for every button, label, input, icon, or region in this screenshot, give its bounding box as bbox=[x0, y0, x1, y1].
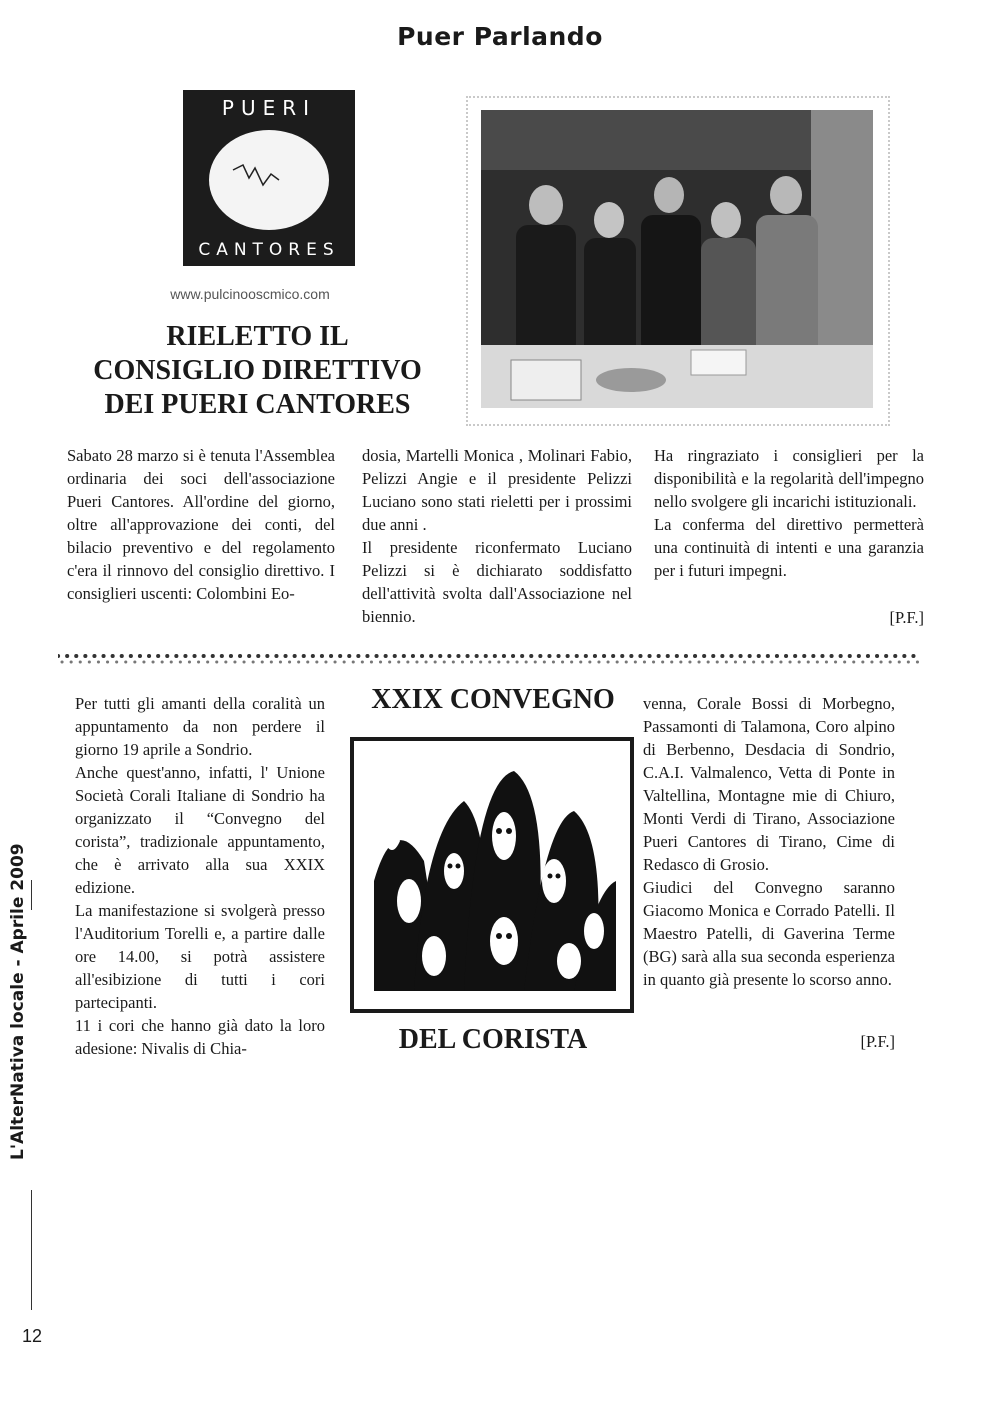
choir-illustration-icon bbox=[354, 741, 630, 1009]
article1-signature: [P.F.] bbox=[889, 608, 924, 627]
headline-line-1: RIELETTO IL bbox=[166, 321, 349, 352]
page-number: 12 bbox=[22, 1326, 43, 1346]
article2-col1: Per tutti gli amanti della coralità un appuntamento da non perdere il giorno 19 aprile a Sondrio. Anche quest'anno, infatti, l' Unione Società Corali Italiane di Sondrio ha organizzato il “Convegno del corista”, tradizionale appuntamento, che è arrivato alla sua XXIX edizione. La manifestazione si svolgerà presso l'Auditorium Torelli e, a partire dalle ore 14.00, si potrà assistere all'esibizione di tutti i cori partecipanti. 11 i cori che hanno già dato la loro adesione: Nivalis di Chia- bbox=[75, 694, 325, 1058]
article2-headline-top: XXIX CONVEGNO bbox=[371, 684, 615, 715]
pueri-cantores-logo bbox=[183, 90, 355, 266]
article1-col3: Ha ringraziato i consiglieri per la disponibilità e la regolarità dell'impegno nello svolgere gli incarichi istituzionali. La conferma del direttivo permetterà una continuità di intenti e una garanzia per i futuri impegni. bbox=[654, 446, 924, 580]
logo-caption: www.pulcinooscmico.com bbox=[170, 286, 330, 302]
group-photo bbox=[481, 110, 873, 408]
logo-top-text: PUERI bbox=[221, 96, 317, 120]
dotted-divider bbox=[58, 652, 920, 666]
article2-headline-bottom: DEL CORISTA bbox=[398, 1024, 588, 1055]
group-photo-icon bbox=[481, 110, 873, 408]
margin-line-top bbox=[31, 880, 32, 910]
section-title: Puer Parlando bbox=[397, 22, 603, 51]
article2-signature: [P.F.] bbox=[860, 1032, 895, 1051]
headline-line-2: CONSIGLIO DIRETTIVO bbox=[93, 355, 422, 386]
logo-bottom-text: CANTORES bbox=[198, 240, 340, 260]
article1-col1: Sabato 28 marzo si è tenuta l'Assemblea ordinaria dei soci dell'associazione Pueri Cantores. All'ordine del giorno, oltre all'approvazione dei conti, del bilacio preventivo e del regolamento c'era il rinnovo del consiglio direttivo. I consiglieri uscenti: Colombini Eo- bbox=[67, 446, 335, 603]
headline-line-3: DEI PUERI CANTORES bbox=[104, 389, 411, 420]
margin-line-bottom bbox=[31, 1190, 32, 1310]
choir-illustration bbox=[350, 737, 634, 1013]
article1-headline bbox=[60, 320, 455, 422]
publication-spine-text: L'AlterNativa locale - Aprile 2009 bbox=[8, 843, 28, 1160]
article2-col2: venna, Corale Bossi di Morbegno, Passamonti di Talamona, Coro alpino di Berbenno, Desdacia di Sondrio, C.A.I. Valmalenco, Vetta di Ponte in Valtellina, Montagne mie di Chiuro, Monti Verdi di Tirano, Associazione Pueri Cantores di Tirano, Cime di Redasco di Grosio. Giudici del Convegno saranno Giacomo Monica e Corrado Patelli. Il Maestro Patelli, di Gaverina Terme (BG) sarà alla sua seconda esperienza in quanto già presente lo scorso anno. bbox=[643, 694, 895, 989]
article1-col2: dosia, Martelli Monica , Molinari Fabio, Pelizzi Angie e il presidente Pelizzi Luciano sono stati rieletti per i prossimi due anni . Il presidente riconfermato Luciano Pelizzi si è dichiarato soddisfatto dell'attività svolta dall'Associazione nel biennio. bbox=[362, 446, 632, 626]
